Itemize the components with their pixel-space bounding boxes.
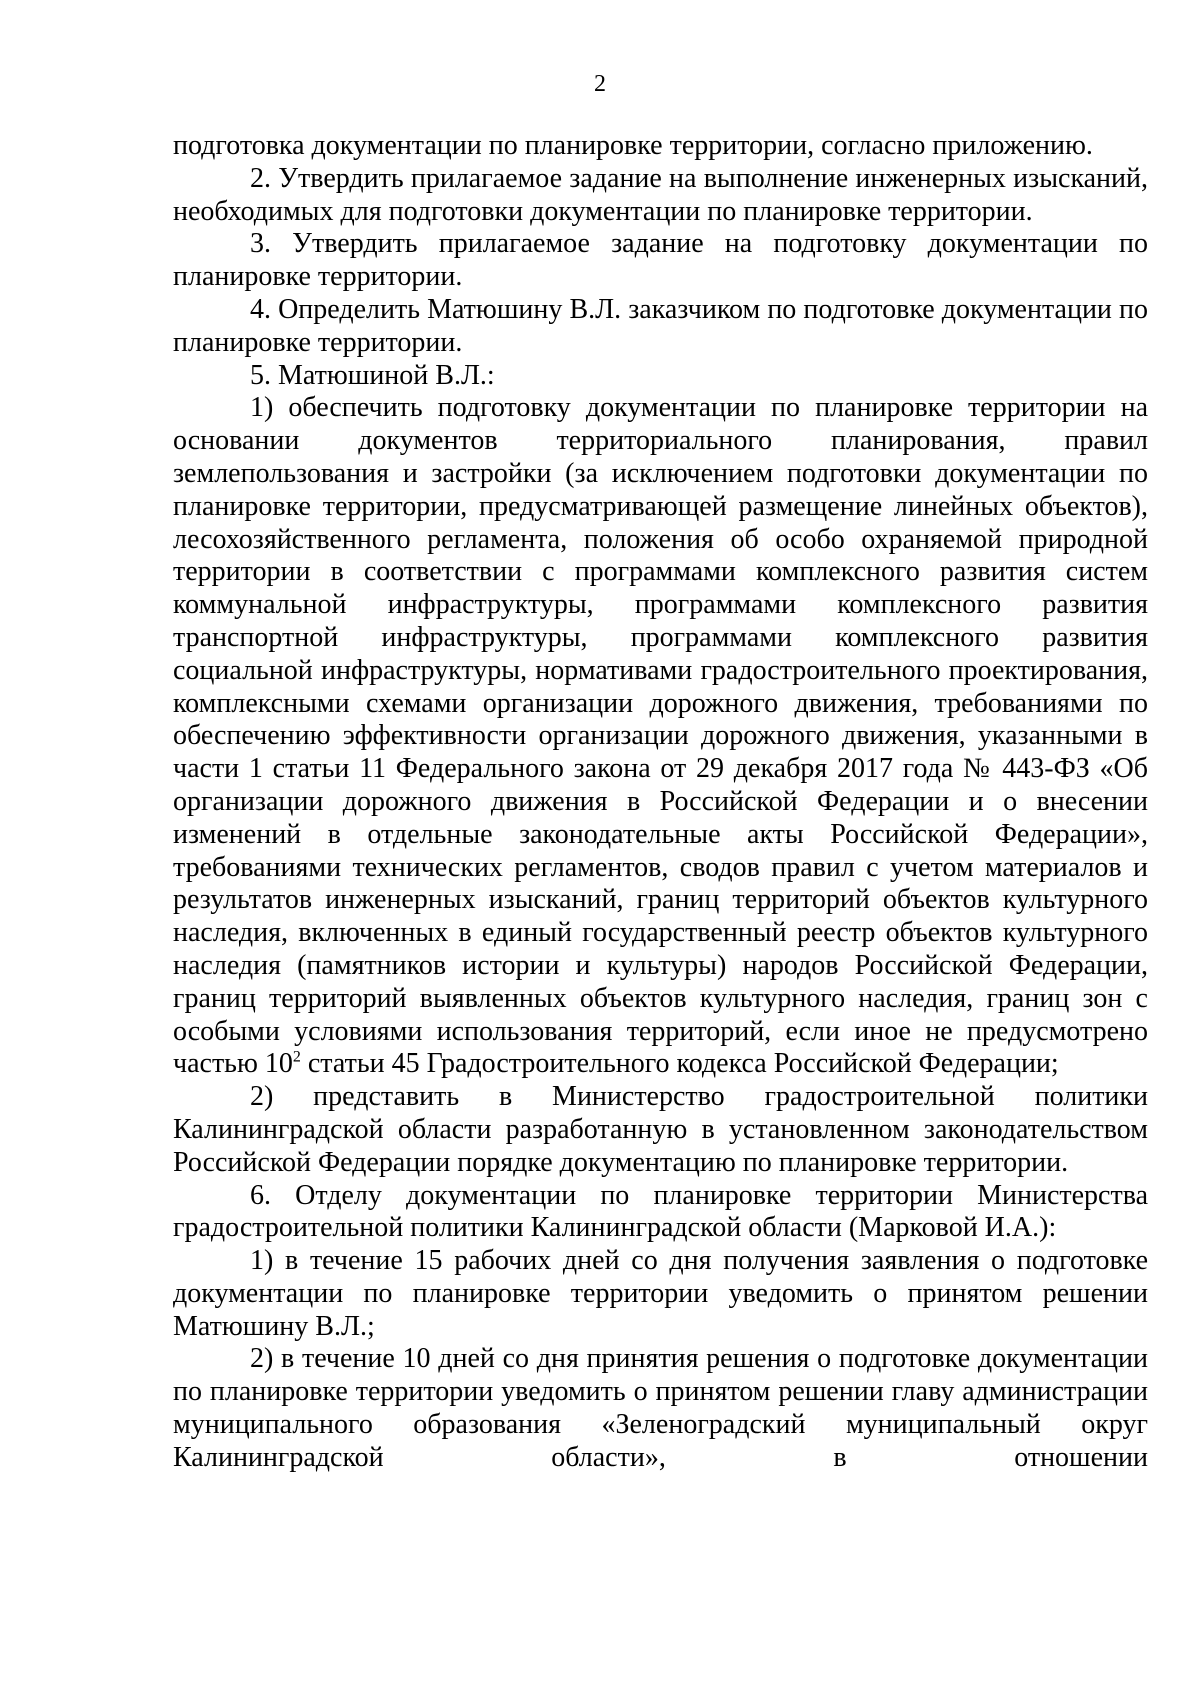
paragraph-item-4: 4. Определить Матюшину В.Л. заказчиком по подготовке документации по планировке территории. (173, 293, 1148, 358)
paragraph-item-5-1-text: 1) обеспечить подготовку документации по планировке территории на основании документов территориального планирования, правил землепользования и застройки (за исключением подготовки документации по планировке территории, предусматривающей размещение линейных объектов), лесохозяйственного регламента, положения об особо охраняемой природной территории в соответствии с программами комплексного развития систем коммунальной инфраструктуры, программами комплексного развития транспортной инфраструктуры, программами комплексного развития социальной инфраструктуры, нормативами градостроительного проектирования, комплексными схемами организации дорожного движения, требованиями по обеспечению эффективности организации дорожного движения, указанными в части 1 статьи 11 Федерального закона от 29 декабря 2017 года № 443-ФЗ «Об организации дорожного движения в Российской Федерации и о внесении изменений в отдельные законодательные акты Российской Федерации», требованиями технических регламентов, сводов правил с учетом материалов и результатов инженерных изысканий, границ территорий объектов культурного наследия, включенных в единый государственный реестр объектов культурного наследия (памятников истории и культуры) народов Российской Федерации, границ территорий выявленных объектов культурного наследия, границ зон с особыми условиями использования территорий, если иное не предусмотрено частью 10 (173, 392, 1148, 1080)
paragraph-item-3: 3. Утвердить прилагаемое задание на подготовку документации по планировке территории. (173, 228, 1148, 293)
paragraph-item-5-1-tail: статьи 45 Градостроительного кодекса Российской Федерации; (300, 1048, 1059, 1080)
paragraph-item-6-1: 1) в течение 15 рабочих дней со дня получения заявления о подготовке документации по планировке территории уведомить о принятом решении Матюшину В.Л.; (173, 1245, 1148, 1342)
paragraph-item-6-2: 2) в течение 10 дней со дня принятия решения о подготовке документации по планировке территории уведомить о принятом решении главу администрации муниципального образования «Зеленоградский муниципальный округ Калининградской области», в отношении (173, 1343, 1148, 1473)
paragraph-item-5-2: 2) представить в Министерство градостроительной политики Калининградской области разработанную в установленном законодательством Российской Федерации порядке документацию по планировке территории. (173, 1081, 1148, 1178)
superscript: 2 (292, 1048, 301, 1066)
paragraph-item-2: 2. Утвердить прилагаемое задание на выполнение инженерных изысканий, необходимых для подготовки документации по планировке территории. (173, 162, 1148, 227)
page-number: 2 (594, 71, 606, 97)
paragraph-item-5: 5. Матюшиной В.Л.: (250, 359, 495, 391)
paragraph-item-6: 6. Отделу документации по планировке территории Министерства градостроительной политики Калининградской области (Марковой И.А.): (173, 1179, 1148, 1244)
paragraph-continuation: подготовка документации по планировке территории, согласно приложению. (173, 130, 1093, 161)
document-body (173, 130, 1148, 1475)
paragraph-item-5-1 (173, 392, 1148, 1081)
